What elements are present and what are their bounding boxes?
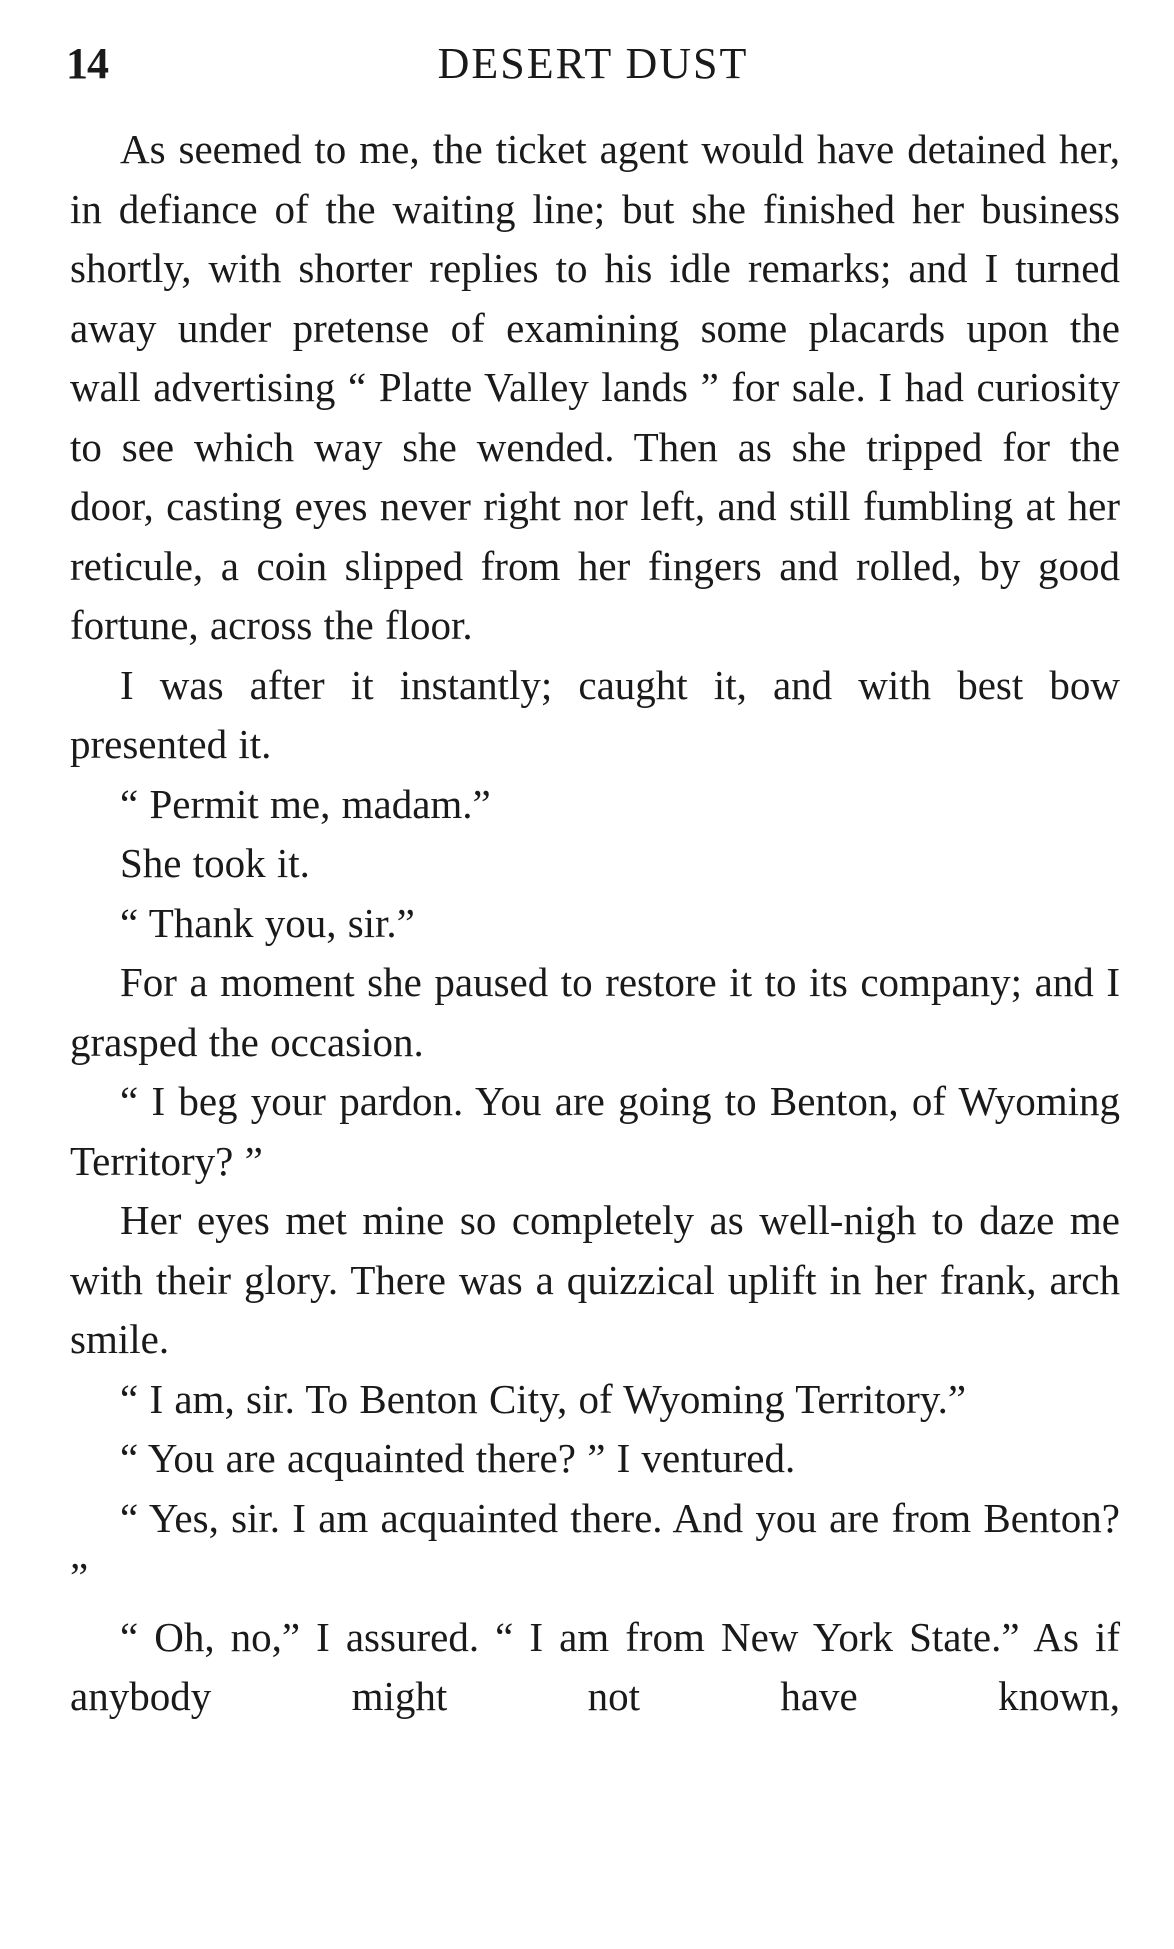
paragraph: For a moment she paused to restore it to its company; and I grasped the occasion. — [70, 959, 1120, 1065]
paragraph: She took it. — [120, 840, 310, 886]
body-text — [70, 120, 1120, 1727]
dialogue-line: “ You are acquainted there? ” I ventured. — [120, 1435, 796, 1481]
dialogue-line: “ I am, sir. To Benton City, of Wyoming Territory.” — [120, 1375, 967, 1422]
running-head — [66, 38, 1120, 98]
dialogue-line: “ Thank you, sir.” — [120, 899, 415, 946]
paragraph: I was after it instantly; caught it, and with best bow presented it. — [70, 661, 1120, 767]
dialogue-line: “ Permit me, madam.” — [120, 780, 491, 827]
dialogue-line: “ Yes, sir. I am acquainted there. And you are from Benton? ” — [70, 1494, 1120, 1600]
paragraph: As seemed to me, the ticket agent would have detained her, in defiance of the waiting line; but she finished her business shortly, with shorter replies to his idle remarks; and I turned away under pretense of examining some placards upon the wall advertising “ Platte Valley lands ” for sale. I had curiosity to see which way she wended. Then as she tripped for the door, casting eyes never right nor left, and still fumbling at her reticule, a coin slipped from her fingers and rolled, by good fortune, across the floor. — [70, 126, 1120, 648]
page-number: 14 — [66, 39, 108, 88]
dialogue-line: “ I beg your pardon. You are going to Benton, of Wyoming Territory? ” — [70, 1078, 1120, 1184]
dialogue-line: “ Oh, no,” I assured. “ I am from New York State.” As if anybody might not have known, — [70, 1613, 1120, 1719]
book-title: DESERT DUST — [437, 39, 749, 88]
paragraph: Her eyes met mine so completely as well-nigh to daze me with their glory. There was a quizzical uplift in her frank, arch smile. — [70, 1197, 1120, 1362]
